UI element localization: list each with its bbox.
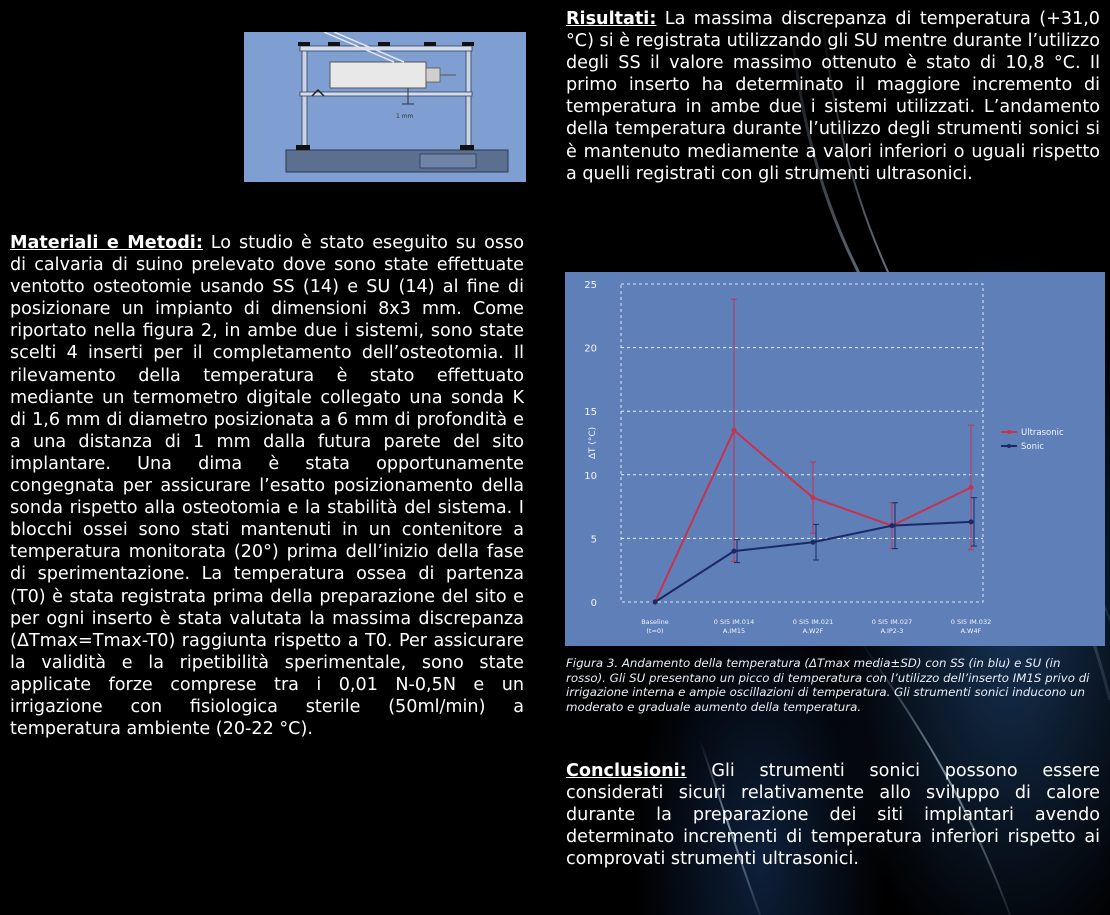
ultrasonic-point xyxy=(811,495,816,500)
sonic-legend-marker xyxy=(1007,444,1011,448)
y-tick-label: 10 xyxy=(584,470,597,482)
device-figure xyxy=(244,32,526,182)
chart-svg xyxy=(565,272,1105,646)
plot-frame xyxy=(621,284,983,602)
y-tick-label: 0 xyxy=(590,598,597,609)
sonic-point xyxy=(969,519,974,524)
ultrasonic-legend-label: Ultrasonic xyxy=(1021,428,1064,438)
conclusions-body: Gli strumenti sonici possono essere considerati sicuri relativamente allo sviluppo di calore durante la preparazione dei siti implantari avendo determinato incrementi di temperatura inferiori rispetto ai comprovati strumenti ultrasonici. xyxy=(566,761,1100,870)
x-tick-label: Baseline (t=0) xyxy=(641,618,669,635)
materials-methods-heading: Materiali e Metodi: xyxy=(10,233,203,253)
results-section xyxy=(566,8,1100,185)
y-tick-label: 20 xyxy=(584,343,597,355)
y-axis-label: ΔT (°C) xyxy=(588,426,598,460)
figure-caption: Figura 3. Andamento della temperatura (ΔTmax media±SD) con SS (in blu) e SU (in rosso). Gli SU presentano un picco di temperatura con l’utilizzo dell’inserto IM1S privo di irrigazione interna e ampie oscillazioni di temperatura. Gli strumenti sonici inducono un moderato e graduale aumento della temperatura. xyxy=(566,656,1090,714)
conclusions-heading: Conclusioni: xyxy=(566,761,687,781)
dimension-label: 1 mm xyxy=(396,113,414,120)
device-drawing xyxy=(244,32,526,182)
ultrasonic-point xyxy=(732,428,737,433)
sonic-point xyxy=(732,549,737,554)
sonic-series-line xyxy=(655,522,971,602)
temperature-chart xyxy=(565,272,1105,646)
x-tick-label: 0 SI5 IM.021 A.W2F xyxy=(792,618,834,635)
sonic-point xyxy=(890,523,895,528)
sonic-point xyxy=(653,600,658,605)
sonic-legend-label: Sonic xyxy=(1021,442,1045,452)
y-tick-label: 5 xyxy=(590,534,597,546)
conclusions-section xyxy=(566,760,1100,870)
x-tick-label: 0 SI5 IM.014 A.IM15 xyxy=(713,618,755,635)
ultrasonic-point xyxy=(969,485,974,490)
materials-methods-section xyxy=(10,232,524,740)
results-heading: Risultati: xyxy=(566,9,657,29)
x-tick-label: 0 SI5 IM.032 A.W4F xyxy=(950,618,992,635)
materials-methods-body: Lo studio è stato eseguito su osso di calvaria di suino prelevato dove sono state effettuate ventotto osteotomie usando SS (14) e SU (14) al fine di posizionare un impianto di dimensioni 8x3 mm. Come riportato nella figura 2, in ambe due i sistemi, sono state scelti 4 inserti per il completamento dell’osteotomia. Il rilevamento della temperatura è stato effettuato mediante un termometro digitale collegato una sonda K di 1,6 mm di diametro posizionata a 6 mm di profondità e a una distanza di 1 mm dalla futura parete del sito implantare. Una dima è stata opportunamente congegnata per assicurare l’esatto posizionamento della sonda rispetto alla osteotomia e la stabilità del sistema. I blocchi ossei sono stati mantenuti in un contenitore a temperatura monitorata (20°) prima dell’inizio della fase di sperimentazione. La temperatura ossea di partenza (T0) è stata registrata prima della preparazione del sito e per ogni inserto è stata valutata la massima discrepanza (ΔTmax=Tmax-T0) raggiunta rispetto a T0. Per assicurare la validità e la ripetibilità sperimentale, sono state applicate forze comprese tra i 0,01 N-0,5N e un irrigazione con fisiologica sterile (50ml/min) a temperatura ambiente (20-22 °C). xyxy=(10,233,524,740)
y-tick-label: 25 xyxy=(584,280,597,291)
results-body: La massima discrepanza di temperatura (+31,0 °C) si è registrata utilizzando gli SU mentre durante l’utilizzo degli SS il valore massimo ottenuto è stato di 10,8 °C. Il primo inserto ha determinato il maggiore incremento di temperatura in ambe due i sistemi utilizzati. L’andamento della temperatura durante l’utilizzo degli strumenti sonici si è mantenuto mediamente a valori inferiori o uguali rispetto a quelli registrati con gli strumenti ultrasonici. xyxy=(566,9,1100,184)
ultrasonic-legend-marker xyxy=(1007,430,1011,434)
sonic-point xyxy=(811,540,816,545)
x-tick-label: 0 SI5 IM.027 A.IP2-3 xyxy=(871,618,913,635)
y-tick-label: 15 xyxy=(584,407,597,419)
